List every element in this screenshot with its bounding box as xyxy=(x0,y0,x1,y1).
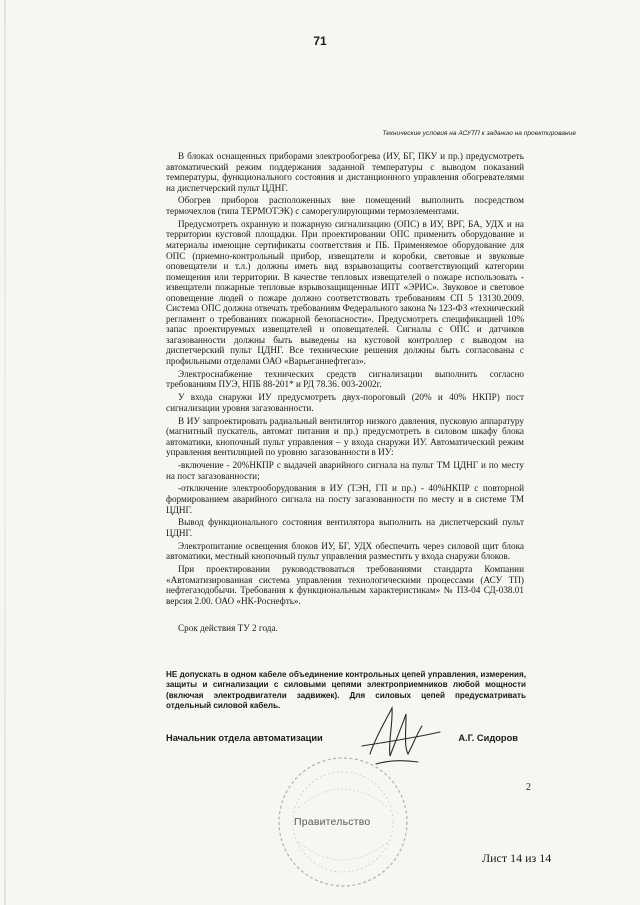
document-header-note: Технические условия на АСУТП к заданию на проектирование xyxy=(382,130,576,137)
sheet-counter: Лист 14 из 14 xyxy=(482,851,552,865)
paragraph-gas-post: У входа снаружи ИУ предусмотреть двух-пороговый (20% и 40% НКПР) пост сигнализации уровня загазованности. xyxy=(166,392,524,413)
stamp-text: Правительство xyxy=(294,816,371,828)
paragraph-heating: В блоках оснащенных приборами электрообогрева (ИУ, БГ, ПКУ и пр.) предусмотреть автоматический режим поддержания заданной температуры с выводом показаний температуры, функционального состояния и дистанционного управления обогревателями на диспетчерский пульт ЦДНГ. xyxy=(166,151,524,193)
cable-warning-note: НЕ допускать в одном кабеле объединение контрольных цепей управления, измерения, защиты и сигнализации с силовыми цепями электроприемников любой мощности (включая электродвигатели задвижек). Для силовых цепей предусматривать отдельный силовой кабель. xyxy=(166,670,526,711)
signer-name: А.Г. Сидоров xyxy=(458,733,518,743)
paragraph-switch-off: -отключение электрооборудования в ИУ (ТЭН, ГП и пр.) - 40%НКПР с повторной формированием аварийного сигнала на посту загазованности по месту и в системе ТМ ЦДНГ. xyxy=(166,483,524,515)
paragraph-switch-on: -включение - 20%НКПР с выдачей аварийного сигнала на пульт ТМ ЦДНГ и по месту на пост загазованности; xyxy=(166,460,524,481)
paragraph-standard: При проектировании руководствоваться требованиями стандарта Компании «Автоматизированная система управления технологическими процессами (АСУ ТП) нефтегазодобычи. Требования к функциональным характеристикам» № ПЗ-04 СД-038.01 версия 2.00. ОАО «НК-Роснефть». xyxy=(166,564,524,606)
paragraph-ventilator: В ИУ запроектировать радиальный вентилятор низкого давления, пусковую аппаратуру (магнитный пускатель, автомат питания и пр.) предусмотреть в силовом шкафу блока автоматики, кнопочный пульт управления – у входа снаружи ИУ. Автоматический режим управления вентиляцией по уровню загазованности в ИУ: xyxy=(166,415,524,458)
handwritten-signature xyxy=(356,702,442,774)
footer-mark: 2 xyxy=(526,782,531,793)
paragraph-fire-alarm: Предусмотреть охранную и пожарную сигнализацию (ОПС) в ИУ, ВРГ, БА, УДХ и на территории кустовой площадки. При проектировании ОПС применить оборудование и материалы имеющие сертификаты соответствия и ПБ. Применяемое оборудование для ОПС (приемно-контрольный прибор, извещатели и коробки, световые и звуковые оповещатели и т.л.) должны иметь вид взрывозащиты соответствующий категории помещения или территории. В качестве тепловых извещателей о пожаре использовать - извещатели пожарные тепловые взрывозащищенные ИПТ «ЭРИС». Звуковое и световое оповещение людей о пожаре должно соответствовать требованиям СП 5 13130.2009. Система ОПС должна отвечать требованиям Федерального закона № 123-ФЗ «технический регламент о требованиях пожарной безопасности». Предусмотреть спецификацией 10% запас проектируемых извещателей и оповещателей. Сигналы с ОПС и датчиков загазованности должны быть выведены на кустовой контроллер с выводом на диспетчерский пульт ЦДНГ. Все технические решения должны быть согласованы с профильными отделами ОАО «Варьеганнефтегаз». xyxy=(166,218,524,366)
validity-line: Срок действия ТУ 2 года. xyxy=(178,623,278,634)
signer-position: Начальник отдела автоматизации xyxy=(166,733,323,743)
paragraph-thermal-covers: Обогрев приборов расположенных вне помещений выполнить посредством термочехлов (типа ТЕРМОТЭК) с саморегулирующими термоэлементами. xyxy=(166,195,524,217)
paragraph-lighting: Электропитание освещения блоков ИУ, БГ, УДХ обеспечить через силовой щит блока автоматики, местный кнопочный пульт управления разместить у входа снаружи блоков. xyxy=(166,540,524,562)
paragraph-ventilator-status: Вывод функционального состояния вентилятора выполнить на диспетчерский пульт ЦДНГ. xyxy=(166,517,524,538)
paragraph-power-supply: Электроснабжение технических средств сигнализации выполнить согласно требованиям ПУЭ, НПБ 88-201* и РД 78.36. 003-2002г. xyxy=(166,368,524,390)
page-number: 71 xyxy=(313,34,327,48)
page-edge xyxy=(4,0,6,905)
document-body xyxy=(166,151,524,636)
